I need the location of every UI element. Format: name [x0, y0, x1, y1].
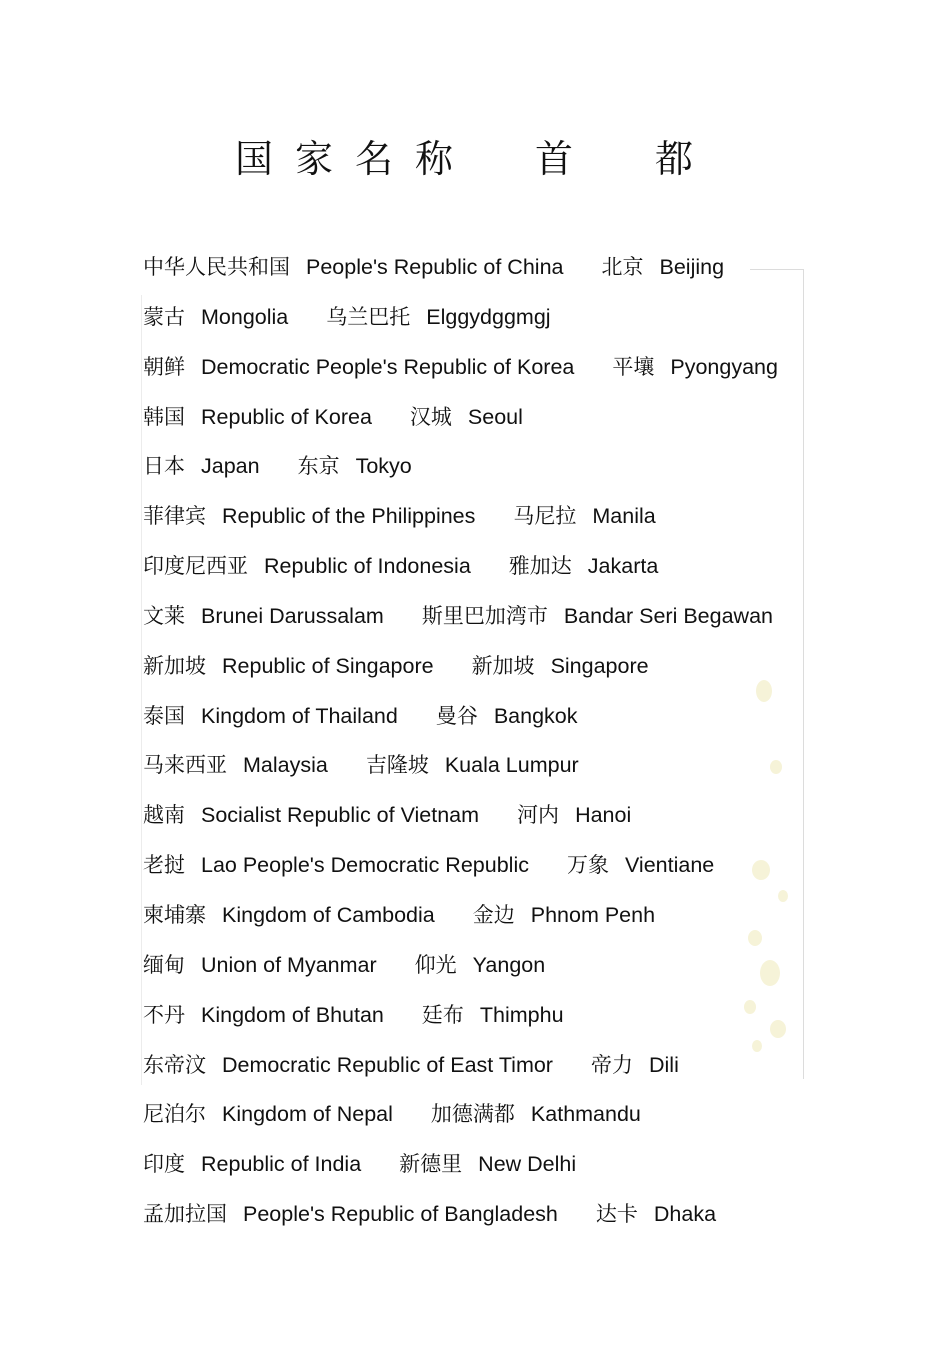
country-name-en: Kingdom of Thailand [201, 703, 398, 728]
capital-name-en: Bandar Seri Begawan [563, 603, 773, 628]
country-name-cn: 韩国 [143, 404, 185, 429]
country-name-cn: 尼泊尔 [143, 1102, 206, 1127]
country-name-cn: 东帝汶 [143, 1052, 206, 1077]
country-name-en: People's Republic of China [306, 255, 564, 279]
capital-name-cn: 万象 [566, 853, 609, 878]
country-row [143, 551, 923, 601]
country-name-cn: 文莱 [143, 603, 185, 628]
country-name-en: Lao People's Democratic Republic [201, 853, 529, 878]
country-row [143, 1149, 923, 1199]
capital-name-cn: 雅加达 [508, 554, 572, 579]
page-title: 国家名称 首 都 [234, 137, 715, 181]
capital-name-cn: 北京 [601, 255, 644, 279]
country-name-cn: 中华人民共和国 [143, 255, 290, 279]
country-name-cn: 朝鲜 [143, 354, 185, 379]
country-row [143, 451, 923, 501]
capital-name-cn: 平壤 [612, 354, 655, 379]
country-name-en: Kingdom of Nepal [222, 1102, 393, 1127]
country-name-cn: 日本 [143, 454, 185, 479]
country-row [143, 750, 923, 800]
country-row [143, 1050, 923, 1100]
capital-name-cn: 新德里 [399, 1152, 463, 1177]
capital-name-en: Kuala Lumpur [444, 753, 579, 778]
country-row [143, 601, 923, 651]
capital-name-cn: 廷布 [421, 1002, 464, 1027]
country-name-en: Japan [201, 454, 260, 479]
country-row [143, 850, 923, 900]
country-name-cn: 蒙古 [143, 304, 185, 329]
capital-name-en: Kathmandu [530, 1102, 641, 1127]
capital-name-cn: 金边 [472, 902, 515, 927]
country-name-en: Republic of Indonesia [264, 554, 471, 579]
capital-name-cn: 汉城 [409, 404, 452, 429]
country-name-en: Malaysia [243, 753, 328, 778]
capital-name-cn: 帝力 [590, 1052, 633, 1077]
capital-name-cn: 新加坡 [471, 653, 535, 678]
capital-name-en: Bangkok [493, 703, 578, 728]
country-name-en: Republic of Singapore [222, 653, 434, 678]
country-row [143, 501, 923, 551]
capital-name-en: Singapore [550, 653, 649, 678]
country-name-cn: 新加坡 [143, 653, 206, 678]
country-name-cn: 印度尼西亚 [143, 554, 248, 579]
capital-name-cn: 斯里巴加湾市 [421, 603, 548, 628]
country-row [143, 402, 923, 452]
capital-name-cn: 曼谷 [435, 703, 478, 728]
country-name-cn: 孟加拉国 [143, 1202, 227, 1227]
country-name-en: Socialist Republic of Vietnam [201, 803, 480, 828]
country-name-en: Democratic People's Republic of Korea [201, 354, 575, 379]
country-name-cn: 马来西亚 [143, 753, 227, 778]
country-row [143, 950, 923, 1000]
capital-name-en: Manila [592, 504, 656, 529]
country-row [143, 651, 923, 701]
country-name-cn: 印度 [143, 1152, 185, 1177]
country-name-en: Kingdom of Cambodia [222, 902, 435, 927]
country-name-en: Republic of Korea [201, 404, 372, 429]
capital-name-en: New Delhi [478, 1152, 577, 1177]
country-name-cn: 不丹 [143, 1002, 185, 1027]
country-name-cn: 缅甸 [143, 952, 185, 977]
country-list [143, 252, 923, 1249]
capital-name-en: Beijing [659, 255, 725, 279]
capital-name-en: Tokyo [355, 454, 412, 479]
country-row [143, 900, 923, 950]
capital-name-en: Elggydggmgj [426, 304, 551, 329]
country-row [143, 252, 923, 302]
country-name-cn: 菲律宾 [143, 504, 206, 529]
capital-name-cn: 吉隆坡 [365, 753, 429, 778]
capital-name-en: Phnom Penh [530, 902, 656, 927]
country-name-cn: 越南 [143, 803, 185, 828]
country-name-cn: 泰国 [143, 703, 185, 728]
country-name-en: People's Republic of Bangladesh [243, 1202, 558, 1227]
country-row [143, 701, 923, 751]
capital-name-en: Dhaka [653, 1202, 717, 1227]
capital-name-en: Seoul [467, 404, 523, 429]
capital-name-cn: 加德满都 [430, 1102, 515, 1127]
capital-name-cn: 马尼拉 [513, 504, 577, 529]
capital-name-cn: 乌兰巴托 [326, 304, 411, 329]
country-row [143, 352, 923, 402]
capital-name-en: Vientiane [624, 853, 715, 878]
country-row [143, 1199, 923, 1249]
capital-name-cn: 达卡 [595, 1202, 638, 1227]
country-row [143, 302, 923, 352]
country-name-en: Republic of the Philippines [222, 504, 476, 529]
country-name-en: Brunei Darussalam [201, 603, 384, 628]
country-name-cn: 老挝 [143, 853, 185, 878]
capital-name-cn: 河内 [517, 803, 560, 828]
country-row [143, 800, 923, 850]
country-name-en: Union of Myanmar [201, 952, 377, 977]
country-row [143, 1000, 923, 1050]
capital-name-en: Yangon [472, 952, 546, 977]
frame-border-left [141, 295, 142, 1085]
capital-name-en: Pyongyang [670, 354, 778, 379]
capital-name-cn: 东京 [297, 454, 340, 479]
capital-name-en: Hanoi [575, 803, 632, 828]
country-name-en: Democratic Republic of East Timor [222, 1052, 553, 1077]
capital-name-cn: 仰光 [414, 952, 457, 977]
country-name-en: Republic of India [201, 1152, 362, 1177]
country-name-en: Mongolia [201, 304, 289, 329]
country-name-cn: 柬埔寨 [143, 902, 206, 927]
capital-name-en: Dili [648, 1052, 679, 1077]
capital-name-en: Thimphu [479, 1002, 564, 1027]
country-row [143, 1099, 923, 1149]
capital-name-en: Jakarta [587, 554, 659, 579]
country-name-en: Kingdom of Bhutan [201, 1002, 384, 1027]
